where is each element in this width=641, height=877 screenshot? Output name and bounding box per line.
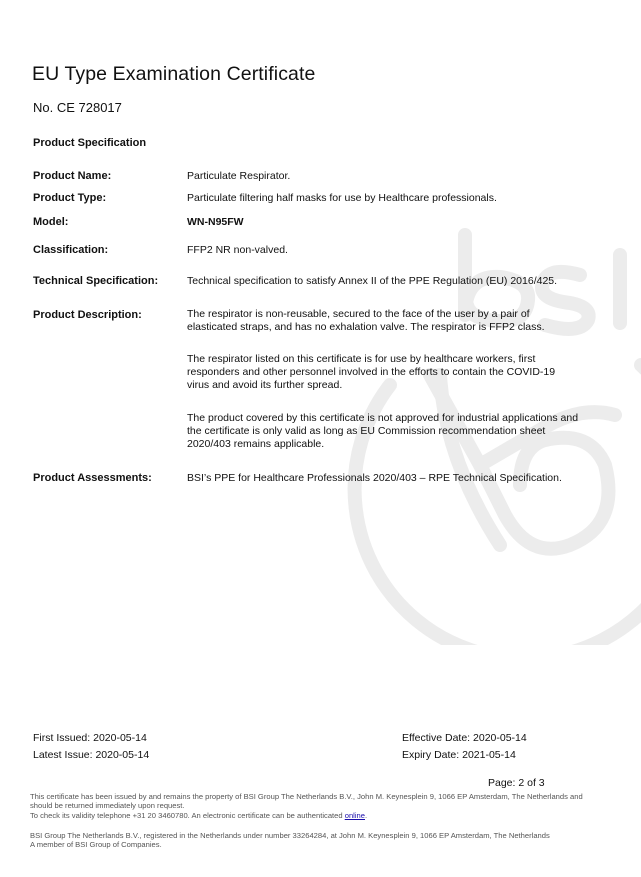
product-description-label: Product Description: — [33, 309, 142, 321]
effective-date: Effective Date: 2020-05-14 — [402, 732, 527, 744]
product-description-paragraph — [187, 412, 607, 451]
footer-registration — [30, 831, 625, 850]
certificate-number: No. CE 728017 — [33, 100, 122, 115]
text-line: The product covered by this certificate is not approved for industrial applications and — [187, 412, 579, 424]
page-number: Page: 2 of 3 — [488, 777, 545, 789]
model-value: WN-N95FW — [187, 216, 244, 228]
text-line: elasticated straps, and has no exhalation valve. The respirator is FFP2 class. — [187, 321, 545, 333]
text-line: the certificate is only valid as long as EU Commission recommendation sheet — [187, 425, 546, 437]
footer-line-text: To check its validity telephone +31 20 3460780. An electronic certificate can be authenticated — [30, 810, 345, 820]
footer-line — [30, 811, 625, 820]
text-line: The respirator is non-reusable, secured to the face of the user by a pair of — [187, 308, 530, 320]
expiry-date: Expiry Date: 2021-05-14 — [402, 749, 516, 761]
product-name-label: Product Name: — [33, 170, 112, 182]
latest-issue: Latest Issue: 2020-05-14 — [33, 749, 150, 761]
product-type-label: Product Type: — [33, 192, 107, 204]
text-line: 2020/403 remains applicable. — [187, 438, 325, 450]
product-assessments-label: Product Assessments: — [33, 472, 152, 484]
product-description-paragraph — [187, 353, 607, 392]
classification-label: Classification: — [33, 244, 109, 256]
product-type-value: Particulate filtering half masks for use by Healthcare professionals. — [187, 192, 497, 204]
product-description-paragraph — [187, 308, 607, 334]
footer-line: BSI Group The Netherlands B.V., registered in the Netherlands under number 33264284, at John M. Keynesplein 9, 1066 EP Amsterdam, The Netherlands — [30, 831, 550, 840]
product-name-value: Particulate Respirator. — [187, 170, 291, 182]
text-line: responders and other personnel involved in the efforts to contain the COVID-19 — [187, 366, 556, 378]
technical-specification-value: Technical specification to satisfy Annex II of the PPE Regulation (EU) 2016/425. — [187, 275, 558, 287]
footer-line: should be returned immediately upon request. — [30, 801, 185, 811]
model-label: Model: — [33, 216, 69, 228]
section-heading: Product Specification — [33, 137, 147, 149]
online-authentication-link[interactable]: online — [344, 810, 365, 820]
product-assessments-value: BSI’s PPE for Healthcare Professionals 2020/403 – RPE Technical Specification. — [187, 472, 562, 484]
footer-line: This certificate has been issued by and remains the property of BSI Group The Netherlands B.V., John M. Keynesplein 9, 1066 EP Amsterdam, The Netherlands and — [30, 792, 583, 801]
first-issued: First Issued: 2020-05-14 — [33, 732, 147, 744]
footer-line-text: . — [365, 810, 368, 820]
classification-value: FFP2 NR non-valved. — [187, 244, 288, 256]
text-line: The respirator listed on this certificate is for use by healthcare workers, first — [187, 353, 536, 365]
footer-disclaimer — [30, 792, 625, 820]
footer-line: A member of BSI Group of Companies. — [30, 840, 162, 850]
technical-specification-label: Technical Specification: — [33, 275, 159, 287]
text-line: virus and avoid its further spread. — [187, 379, 343, 391]
certificate-title: EU Type Examination Certificate — [32, 63, 316, 85]
